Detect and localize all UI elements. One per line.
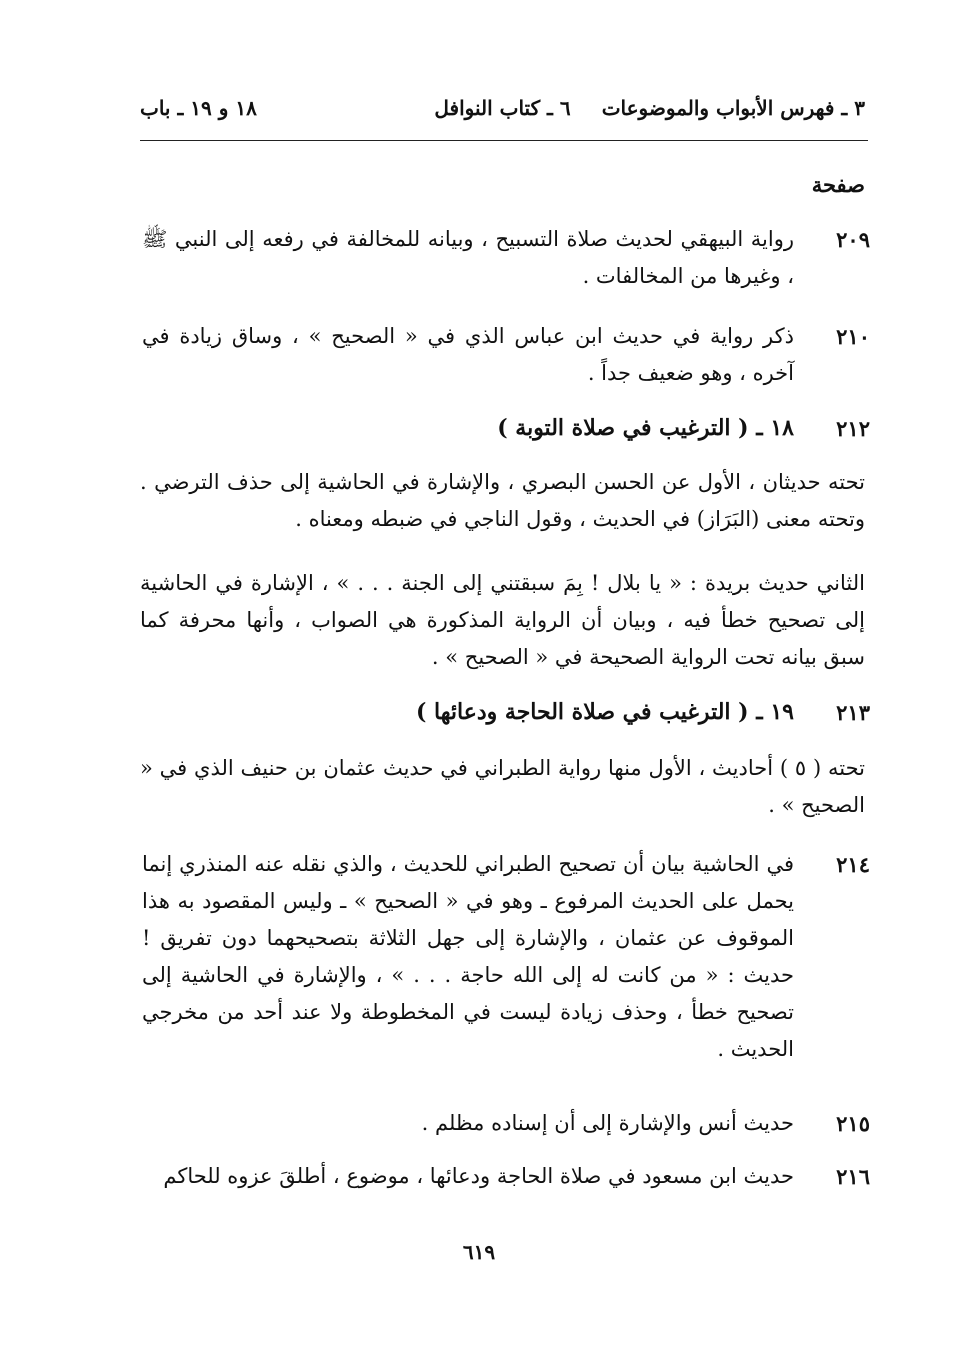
index-entry [140,318,870,398]
entry-page-number: ٢١٤ [836,852,870,877]
page-number: ٦١٩ [462,1240,496,1264]
entry-page-number: ٢١٥ [836,1111,870,1136]
entry-text: في الحاشية بيان أن تصحيح الطبراني للحديث ، والذي نقله عنه المنذري إنما يحمل على الحديث المرفوع ـ وهو في « الصحيح » ـ وليس المقصود به هذا الموقوف عن عثمان ، والإشارة إلى جهل الثلاثة بتصحيحهما دون تفريق ! حديث : « من كانت له إلى الله حاجة . . . » ، والإشارة في الحاشية إلى تصحيح خطأ ، وحذف زيادة ليست في المخطوطة ولا عند أحد من مخرجي الحديث . [142,852,794,1061]
entry-page-number: ٢١٢ [836,416,870,441]
entry-page-number: ٢١٠ [836,324,870,349]
header-section-title: ٣ ـ فهرس الأبواب والموضوعات [601,96,865,120]
running-header [140,96,865,130]
index-entry [140,1158,870,1238]
page-column-label: صفحة [811,172,865,197]
header-rule [140,140,868,141]
entry-page-number: ٢١٦ [836,1164,870,1189]
entry-text: رواية البيهقي لحديث صلاة التسبيح ، وبيانه للمخالفة في رفعه إلى النبي ﷺ ، وغيرها من المخالفات . [142,227,794,288]
header-chapter-range: ١٨ و ١٩ ـ باب [140,96,257,120]
entry-note: تحته حديثان ، الأول عن الحسن البصري ، والإشارة في الحاشية إلى حذف الترضي . وتحته معنى (البَرَاز) في الحديث ، وقول الناجي في ضبطه ومعناه . [140,470,865,531]
index-entry [140,221,870,301]
entry-text: حديث ابن مسعود في صلاة الحاجة ودعائها ، موضوع ، أطلقَ عزوه للحاكم [163,1164,794,1188]
chapter-heading: ١٨ ـ ( الترغيب في صلاة التوبة ) [497,415,794,441]
entry-page-number: ٢٠٩ [836,227,870,252]
index-entry [140,846,870,1061]
entry-note: تحته ( ٥ ) أحاديث ، الأول منها رواية الطبراني في حديث عثمان بن حنيف الذي في « الصحيح » . [140,756,865,817]
entry-note: الثاني حديث بريدة : « يا بلال ! بِمَ سبقتني إلى الجنة . . . » ، الإشارة في الحاشية إلى تصحيح خطأ فيه ، وبيان أن الرواية المذكورة هي الصواب ، وأنها محرفة كما سبق بيانه تحت الرواية الصحيحة في « الصحيح » . [140,571,865,669]
header-book-title: ٦ ـ كتاب النوافل [434,96,571,120]
entry-page-number: ٢١٣ [836,700,870,725]
entry-text: حديث أنس والإشارة إلى أن إسناده مظلم . [421,1111,794,1135]
entry-text: ذكر رواية في حديث ابن عباس الذي في « الصحيح » ، وساق زيادة في آخره ، وهو ضعيف جداً . [142,324,794,385]
chapter-heading: ١٩ ـ ( الترغيب في صلاة الحاجة ودعائها ) [415,699,794,725]
